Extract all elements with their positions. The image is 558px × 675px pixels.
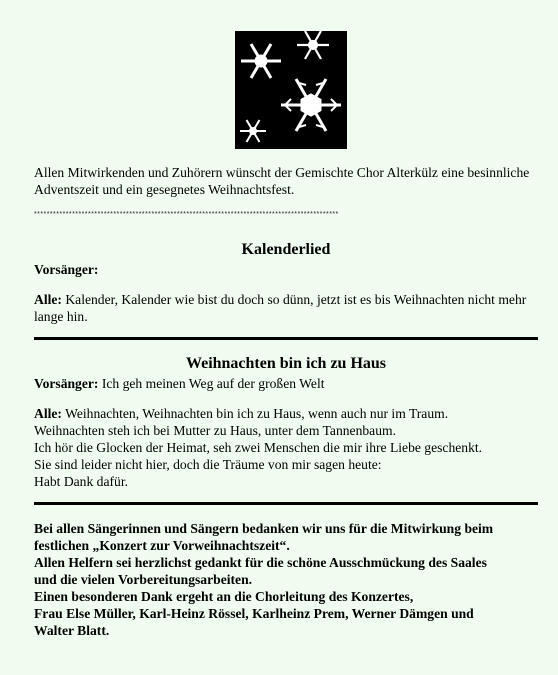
all-label: Alle: — [34, 292, 62, 307]
star-separator: ************************************************************************************************ — [34, 211, 339, 218]
verse-line: Weihnachten, Weihnachten bin ich zu Haus, wenn auch nur im Traum. — [65, 406, 449, 421]
all-verse — [34, 291, 538, 325]
thanks-line: festlichen „Konzert zur Vorweihnachtszeit“. — [34, 538, 290, 553]
verse-line: Weihnachten steh ich bei Mutter zu Haus, unter dem Tannenbaum. — [34, 423, 396, 438]
thanks-line: Walter Blatt. — [34, 623, 110, 638]
snowflake-logo — [235, 31, 347, 149]
thanks-line: Einen besonderen Dank ergeht an die Chorleitung des Konzertes, — [34, 589, 414, 604]
verse-line: Ich hör die Glocken der Heimat, seh zwei Menschen die mir ihre Liebe geschenkt. — [34, 440, 483, 455]
soloist-label: Vorsänger: — [34, 262, 99, 277]
divider — [34, 502, 538, 505]
divider — [34, 337, 538, 340]
song-title-weihnachten: Weihnachten bin ich zu Haus — [185, 355, 387, 372]
verse-line: Habt Dank dafür. — [34, 474, 128, 489]
thanks-line: Bei allen Sängerinnen und Sängern bedanken wir uns für die Mitwirkung beim — [34, 521, 494, 536]
soloist-text: Ich geh meinen Weg auf der großen Welt — [101, 376, 325, 391]
verse-line: Sie sind leider nicht hier, doch die Träume von mir sagen heute: — [34, 457, 382, 472]
thanks-line: Frau Else Müller, Karl-Heinz Rössel, Karlheinz Prem, Werner Dämgen und — [34, 606, 474, 621]
thanks-line: und die vielen Vorbereitungsarbeiten. — [34, 572, 253, 587]
all-text: Kalender, Kalender wie bist du doch so dünn, jetzt ist es bis Weihnachten nicht mehr lange hin. — [34, 292, 527, 324]
all-verse — [34, 405, 538, 422]
all-label: Alle: — [34, 406, 62, 421]
thanks-line: Allen Helfern sei herzlichst gedankt für die schöne Ausschmückung des Saales — [34, 555, 487, 570]
soloist-line — [34, 261, 538, 278]
thanks-paragraph — [34, 520, 538, 639]
song-title-kalenderlied: Kalenderlied — [241, 241, 331, 258]
intro-text: Allen Mitwirkenden und Zuhörern wünscht der Gemischte Chor Alterkülz eine besinnliche Adventszeit und ein gesegnetes Weihnachtsfest. — [34, 165, 530, 197]
soloist-label: Vorsänger: — [34, 376, 99, 391]
snowflake-icon — [235, 31, 347, 149]
soloist-line — [34, 375, 538, 392]
